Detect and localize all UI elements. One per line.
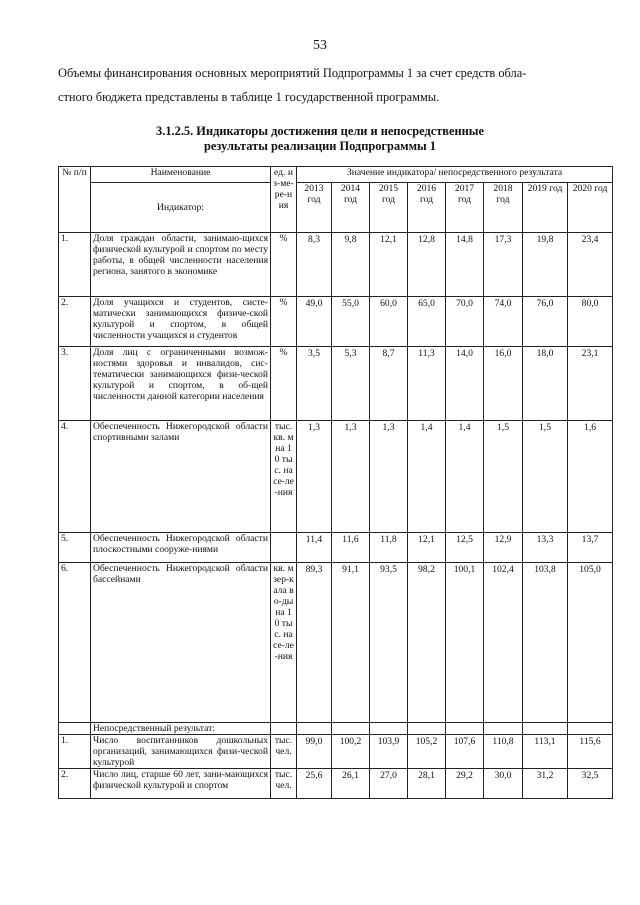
- year-header: 2018 год: [484, 183, 523, 233]
- year-header: 2017 год: [446, 183, 484, 233]
- indicator-name: Обеспеченность Нижегородской области бассейнами: [91, 563, 271, 723]
- value-cell: 13,7: [568, 533, 613, 563]
- value-cell: 1,4: [446, 421, 484, 533]
- table-row: [59, 769, 613, 799]
- header-name: Наименование: [91, 167, 271, 183]
- section-title: [0, 124, 640, 154]
- value-cell: 107,6: [446, 735, 484, 769]
- value-cell: 18,0: [523, 347, 568, 421]
- header-row: [59, 167, 613, 183]
- row-number: 5.: [59, 533, 91, 563]
- value-cell: 8,7: [370, 347, 408, 421]
- value-cell: 1,5: [484, 421, 523, 533]
- value-cell: 65,0: [408, 297, 446, 347]
- value-cell: 99,0: [297, 735, 332, 769]
- value-cell: 14,8: [446, 233, 484, 297]
- indicator-name: Доля граждан области, занимаю-щихся физической культурой и спортом по месту работы, в общей численности населения региона, занятого в экономике: [91, 233, 271, 297]
- intro-line-2: стного бюджета представлены в таблице 1 государственной программы.: [58, 90, 440, 104]
- table-row: [59, 233, 613, 297]
- header-indicator: Индикатор:: [91, 183, 271, 233]
- value-cell: 23,4: [568, 233, 613, 297]
- value-cell: 12,9: [484, 533, 523, 563]
- value-cell: 55,0: [332, 297, 370, 347]
- unit-cell: [271, 533, 297, 563]
- unit-cell: %: [271, 233, 297, 297]
- value-cell: 103,8: [523, 563, 568, 723]
- value-cell: 12,5: [446, 533, 484, 563]
- value-cell: 14,0: [446, 347, 484, 421]
- value-cell: 115,6: [568, 735, 613, 769]
- value-cell: 76,0: [523, 297, 568, 347]
- indicator-name: Обеспеченность Нижегородской области спортивными залами: [91, 421, 271, 533]
- indicator-name: Доля лиц с ограниченными возмож-ностями здоровья и инвалидов, сис-тематически занимающихся физи-ческой культурой и спортом, в об-щей численности данной категории населения: [91, 347, 271, 421]
- row-number: 2.: [59, 769, 91, 799]
- empty-cell: [523, 723, 568, 735]
- value-cell: 32,5: [568, 769, 613, 799]
- value-cell: 19,8: [523, 233, 568, 297]
- header-no: № п/п: [59, 167, 91, 233]
- empty-cell: [484, 723, 523, 735]
- value-cell: 11,8: [370, 533, 408, 563]
- value-cell: 5,3: [332, 347, 370, 421]
- value-cell: 70,0: [446, 297, 484, 347]
- unit-cell: тыс. кв. м на 10 тыс. насе-ле-ния: [271, 421, 297, 533]
- value-cell: 30,0: [484, 769, 523, 799]
- value-cell: 91,1: [332, 563, 370, 723]
- value-cell: 27,0: [370, 769, 408, 799]
- value-cell: 26,1: [332, 769, 370, 799]
- table-row: [59, 297, 613, 347]
- value-cell: 16,0: [484, 347, 523, 421]
- value-cell: 31,2: [523, 769, 568, 799]
- value-cell: 1,5: [523, 421, 568, 533]
- value-cell: 1,3: [297, 421, 332, 533]
- value-cell: 12,8: [408, 233, 446, 297]
- header-unit: ед. из-ме-ре-ния: [271, 167, 297, 233]
- year-header: 2013 год: [297, 183, 332, 233]
- empty-cell: [408, 723, 446, 735]
- table-row: [59, 421, 613, 533]
- direct-result-label: Непосредственный результат:: [91, 723, 271, 735]
- table-row: [59, 347, 613, 421]
- table-row: [59, 533, 613, 563]
- value-cell: 110,8: [484, 735, 523, 769]
- empty-cell: [370, 723, 408, 735]
- value-cell: 29,2: [446, 769, 484, 799]
- unit-cell: тыс. чел.: [271, 769, 297, 799]
- row-number: 4.: [59, 421, 91, 533]
- value-cell: 100,1: [446, 563, 484, 723]
- value-cell: 12,1: [408, 533, 446, 563]
- value-cell: 89,3: [297, 563, 332, 723]
- value-cell: 105,0: [568, 563, 613, 723]
- header-value: Значение индикатора/ непосредственного результата: [297, 167, 613, 183]
- value-cell: 11,6: [332, 533, 370, 563]
- value-cell: 80,0: [568, 297, 613, 347]
- value-cell: 1,4: [408, 421, 446, 533]
- empty-cell: [59, 723, 91, 735]
- value-cell: 3,5: [297, 347, 332, 421]
- value-cell: 98,2: [408, 563, 446, 723]
- row-number: 1.: [59, 233, 91, 297]
- table-row: [59, 735, 613, 769]
- value-cell: 1,3: [332, 421, 370, 533]
- indicator-name: Обеспеченность Нижегородской области плоскостными сооруже-ниями: [91, 533, 271, 563]
- year-header: 2016 год: [408, 183, 446, 233]
- empty-cell: [271, 723, 297, 735]
- year-header: 2015 год: [370, 183, 408, 233]
- indicator-name: Число воспитанников дошкольных организаций, занимающихся физи-ческой культурой: [91, 735, 271, 769]
- value-cell: 60,0: [370, 297, 408, 347]
- year-header: 2014 год: [332, 183, 370, 233]
- value-cell: 11,3: [408, 347, 446, 421]
- indicators-table: [58, 166, 613, 799]
- empty-cell: [332, 723, 370, 735]
- value-cell: 8,3: [297, 233, 332, 297]
- value-cell: 100,2: [332, 735, 370, 769]
- value-cell: 25,6: [297, 769, 332, 799]
- indicator-name: Число лиц, старше 60 лет, зани-мающихся физической культурой и спортом: [91, 769, 271, 799]
- value-cell: 105,2: [408, 735, 446, 769]
- value-cell: 113,1: [523, 735, 568, 769]
- row-number: 2.: [59, 297, 91, 347]
- value-cell: 1,3: [370, 421, 408, 533]
- value-cell: 74,0: [484, 297, 523, 347]
- value-cell: 13,3: [523, 533, 568, 563]
- value-cell: 9,8: [332, 233, 370, 297]
- value-cell: 17,3: [484, 233, 523, 297]
- year-header: 2019 год: [523, 183, 568, 233]
- section-title-line-2: результаты реализации Подпрограммы 1: [203, 139, 436, 153]
- unit-cell: кв. м зер-кала во-ды на 10 тыс. насе-ле-ния: [271, 563, 297, 723]
- unit-cell: тыс. чел.: [271, 735, 297, 769]
- value-cell: 12,1: [370, 233, 408, 297]
- value-cell: 11,4: [297, 533, 332, 563]
- value-cell: 49,0: [297, 297, 332, 347]
- empty-cell: [446, 723, 484, 735]
- direct-result-row: [59, 723, 613, 735]
- unit-cell: %: [271, 347, 297, 421]
- row-number: 3.: [59, 347, 91, 421]
- value-cell: 93,5: [370, 563, 408, 723]
- page-number: 53: [313, 38, 327, 53]
- intro-line-1: Объемы финансирования основных мероприятий Подпрограммы 1 за счет средств обла-: [58, 66, 527, 80]
- value-cell: 23,1: [568, 347, 613, 421]
- row-number: 1.: [59, 735, 91, 769]
- row-number: 6.: [59, 563, 91, 723]
- year-header: 2020 год: [568, 183, 613, 233]
- value-cell: 102,4: [484, 563, 523, 723]
- empty-cell: [297, 723, 332, 735]
- value-cell: 1,6: [568, 421, 613, 533]
- header-years-row: [59, 183, 613, 233]
- table-row: [59, 563, 613, 723]
- value-cell: 28,1: [408, 769, 446, 799]
- table-body: [59, 167, 613, 799]
- section-title-line-1: 3.1.2.5. Индикаторы достижения цели и непосредственные: [156, 124, 484, 138]
- unit-cell: %: [271, 297, 297, 347]
- indicator-name: Доля учащихся и студентов, систе-матически занимающихся физиче-ской культурой и спортом, в общей численности учащихся и студентов: [91, 297, 271, 347]
- empty-cell: [568, 723, 613, 735]
- value-cell: 103,9: [370, 735, 408, 769]
